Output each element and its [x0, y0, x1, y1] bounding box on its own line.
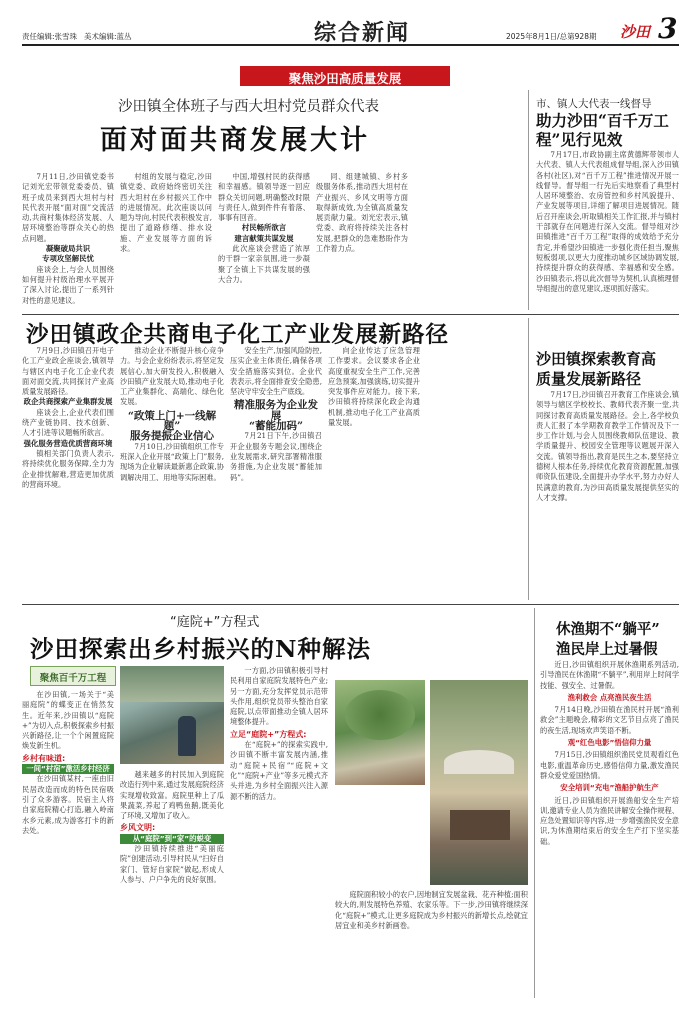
article3-col2 — [120, 770, 224, 996]
photo-village-scene — [430, 680, 528, 885]
article1-subhead2: 专项攻坚解民忧 — [42, 254, 94, 264]
art-editor-credit: 美术编辑:蓝丛 — [84, 32, 132, 41]
sidebar3-subhead2: 观“红色电影”悟信仰力量 — [567, 738, 652, 748]
article2-col3-text: 安全生产,加强风险防控,压实企业主体责任,确保各项安全措施落实到位。企业代表表示,将全面排查安全隐患,坚决守牢安全生产底线。 — [230, 346, 322, 397]
sidebar3-body — [540, 660, 679, 996]
article3-col1 — [22, 690, 114, 996]
sidebar1-headline-line2: 程”见行见效 — [536, 130, 623, 149]
sidebar3-body1-text: 近日,沙田镇组织开展休渔期系列活动,引导渔民在休渔期“不躺平”,利用岸上时间学技能、强安全、过暑假。 — [540, 660, 679, 690]
article3-col1b-text: 在沙田镇某村,一座由旧民居改造而成的特色民宿吸引了众多游客。民宿主人将自家庭院精心打造,融入岭南水乡元素,成为游客打卡的新去处。 — [22, 774, 114, 835]
issue-date: 2025年8月1日/总第928期 — [506, 32, 597, 41]
sidebar1-headline-line1: 助力沙田“百千万工 — [536, 111, 669, 130]
sidebar2-body-text: 7月17日,沙田镇召开教育工作座谈会,镇领导与辖区学校校长、教师代表齐聚一堂,共同探讨教育高质量发展路径。会上,各学校负责人汇报了本学期教育教学工作情况及下一步工作计划,与会人员围绕教师队伍建设、教学质量提升、校园安全管理等议题展开深入交流。镇领导指出,教育是民生之本,要坚持立德树人根本任务,持续优化教育资源配置,加强师资队伍建设,全面提升办学水平,努力办好人民满意的教育,为沙田高质量发展提供坚实的人才支撑。 — [536, 390, 679, 502]
article3-col2b-text: 沙田镇持续推进“美丽庭院”创建活动,引导村民从“扫好自家门、管好自家院”做起,形成人人参与、户户争先的良好氛围。 — [120, 844, 224, 884]
article1-kicker: 沙田镇全体班子与西大坦村党员群众代表 — [118, 99, 379, 115]
column-divider — [534, 608, 535, 998]
article1-subhead1: 凝聚破局共识 — [45, 244, 91, 254]
section-title: 综合新闻 — [314, 21, 411, 46]
masthead — [22, 14, 679, 48]
sidebar3-body4-text: 近日,沙田镇组织开展渔船安全生产培训,邀请专业人员为渔民讲解安全操作规程、应急处置知识等内容,进一步增强渔民安全意识,为休渔期结束后的安全生产打下坚实基础。 — [540, 795, 679, 846]
article3-headline: 沙田探索出乡村振兴的N种解法 — [30, 635, 371, 663]
article2-subhead4-line1: 精准服务为企业发展 — [234, 399, 318, 422]
article2-col1c-text: 镇相关部门负责人表示,将持续优化服务保障,全力为企业排忧解难,营造更加优质的营商环境。 — [22, 448, 114, 489]
article1-col2 — [120, 172, 212, 310]
article1-col1b-text: 座谈会上,与会人员围绕如何提升村级治理水平展开了深入讨论,提出了一系列针对性的意见建议。 — [22, 264, 114, 305]
article1-col3-text: 中国,增强村民的获得感和幸福感。镇领导逐一回应群众关切问题,明确整改时限与责任人,做到件件有着落、事事有回音。 — [218, 172, 310, 223]
banner-text: 聚焦沙田高质量发展 — [288, 71, 402, 86]
section-rule — [22, 604, 679, 605]
article2-col1b-text: 座谈会上,企业代表们围绕产业链协同、技术创新、人才引进等议题畅所欲言。 — [22, 407, 114, 438]
article3-col4-text: 庭院面积较小的农户,因地制宜发展盆栽、花卉种植;面积较大的,则发展特色养殖、农家乐等。下一步,沙田镇将继续深化“庭院+”模式,让更多庭院成为乡村振兴的新增长点,绘就宜居宜业和美乡村新画卷。 — [335, 890, 528, 930]
article2-col2 — [120, 346, 224, 598]
article1-subhead3: 村民畅所欲言 — [241, 223, 287, 233]
article2-col1-text: 7月9日,沙田镇召开电子化工产业政企座谈会,镇领导与辖区内电子化工企业代表面对面交流,共同探讨产业高质量发展路径。 — [22, 346, 114, 397]
article3-subhead2b: 从“庭院”到“家”的蜕变 — [120, 834, 224, 844]
article1-col4 — [316, 172, 408, 310]
topic-banner — [240, 66, 450, 86]
sidebar2-headline-line2: 质量发展新路径 — [536, 370, 642, 388]
article2-subhead2: 强化服务营造优质营商环境 — [23, 438, 113, 448]
article3-col1-text: 在沙田镇,一场关于“美丽庭院”的蝶变正在悄然发生。近年来,沙田镇以“庭院+”为切入点,积极探索乡村振兴新路径,让一个个闲置庭院焕发新生机。 — [22, 690, 114, 751]
article1-col3 — [218, 172, 310, 310]
article1-subhead4: 建言献策共谋发展 — [234, 233, 294, 243]
article1-col1 — [22, 172, 114, 310]
sidebar3-subhead3: 安全培训“充电”渔船护航生产 — [560, 783, 659, 793]
photo-table — [450, 810, 510, 840]
article2-subhead3-line1: “政策上门+一线解题” — [127, 409, 217, 433]
newspaper-logo: 沙田 — [620, 23, 651, 41]
article2-col2-text: 推动企业不断提升核心竞争力。与会企业纷纷表示,将坚定发展信心,加大研发投入,积极融入沙田镇产业发展大局,推动电子化工产业集群化、高端化、绿色化发展。 — [120, 346, 224, 407]
article3-subhead3: 立足“庭院+”方程式: — [230, 729, 307, 739]
photo-tree — [345, 690, 415, 740]
article3-kicker: “庭院+”方程式 — [170, 615, 260, 630]
sidebar3-body2-text: 7月14日晚,沙田镇在渔民村开展“渔利救会”主题晚会,精彩的文艺节目点亮了渔民的夜生活,现场欢声笑语不断。 — [540, 705, 679, 735]
column-divider — [528, 318, 529, 600]
article3-subhead1: 乡村有味道: — [22, 753, 66, 763]
article2-col4-text: 向企业传达了应急管理工作要求。会议要求各企业高度重视安全生产工作,完善应急预案,加强演练,切实提升突发事件应对能力。接下来,沙田镇将持续深化政企沟通机制,推动电子化工产业高质量发展。 — [328, 346, 420, 428]
article3-col3-text: 一方面,沙田镇积极引导村民利用自家庭院发展特色产业;另一方面,充分发挥党员示范带头作用,组织党员带头整治自家庭院,以点带面推动全镇人居环境整体提升。 — [230, 666, 328, 727]
article2-col3b-text: 7月21日下午,沙田镇召开企业服务专题会议,围绕企业发展需求,研究部署精准服务措施,为企业发展“蓄能加码”。 — [230, 431, 322, 482]
sidebar3-subhead1: 渔利救会 点亮渔民夜生活 — [567, 692, 652, 702]
sidebar3-headline-line1: 休渔期不“躺平” — [556, 621, 660, 638]
article3-col4 — [335, 890, 528, 996]
article1-col2-text: 村组的发展与稳定,沙田镇党委、政府始终密切关注西大坦村在乡村振兴工作中的进展情况。此次座谈以问题为导向,村民代表积极发言,提出了道路修缮、排水设施、产业发展等方面的诉求。 — [120, 172, 212, 254]
article3-subhead1b: 一间“村宿”激活乡村经济 — [22, 764, 114, 774]
article2-subhead3-line2: 服务提振企业信心 — [130, 430, 214, 443]
editor-credit: 责任编辑:张雪珠 — [22, 32, 78, 41]
page-number: 3 — [658, 12, 678, 45]
program-tag — [30, 666, 116, 686]
article1-col1-text: 7月11日,沙田镇党委书记刘光宏带领党委委员、镇班子成员来到西大坦村与村民代表开展“面对面”交流活动,共商村集体经济发展、人居环境整治等群众关心的热点问题。 — [22, 172, 114, 243]
program-tag-text: 聚焦百千万工程 — [39, 673, 107, 684]
article1-headline: 面对面共商发展大计 — [100, 125, 370, 156]
sidebar1-body-text: 7月17日,市政协副主席黄德辉带领市人大代表、镇人大代表组成督导组,深入沙田镇各村(社区),对“百千万工程”推进情况开展一线督导。督导组一行先后实地察看了典型村人居环境整治、农房管控和乡村风貌提升、产业发展等项目,详细了解项目进展情况。随后召开座谈会,听取镇相关工作汇报,并与镇村干部就存在问题进行深入交流。督导组对沙田镇推进“百千万工程”取得的成效给予充分肯定,并希望沙田镇进一步强化责任担当,聚焦短板弱项,以更大力度推动城乡区域协调发展,持续提升群众的获得感、幸福感和安全感。沙田镇表示,将以此次督导为契机,认真梳理督导组提出的意见建议,逐项抓好落实。 — [536, 150, 679, 293]
sidebar2-body — [536, 390, 679, 598]
photo-green-courtyard — [335, 680, 425, 785]
article3-subhead2: 乡风文明: — [120, 823, 156, 833]
article1-col3b-text: 此次座谈会营造了浓厚的干群一家亲氛围,进一步凝聚了全镇上下共谋发展的强大合力。 — [218, 244, 310, 284]
article2-col4 — [328, 346, 420, 598]
sidebar1-kicker: 市、镇人大代表一线督导 — [536, 98, 652, 110]
sidebar2-headline-line1: 沙田镇探索教育高 — [536, 350, 657, 368]
sidebar1-body — [536, 150, 679, 310]
article2-subhead1: 政企共商探索产业集群发展 — [23, 397, 113, 407]
masthead-rule — [22, 44, 679, 46]
article3-col2-text: 越来越多的村民加入到庭院改造行列中来,通过发展庭院经济实现增收致富。庭院里种上了瓜果蔬菜,养起了鸡鸭鱼鹅,既美化了环境,又增加了收入。 — [120, 770, 224, 821]
photo-figure — [178, 716, 196, 756]
article2-headline: 沙田镇政企共商电子化工产业发展新路径 — [26, 322, 450, 348]
article2-col1 — [22, 346, 114, 598]
photo-umbrella — [444, 750, 514, 774]
photo-courtyard-stall — [120, 666, 224, 764]
sidebar3-body3-text: 7月15日,沙田镇组织渔民党员观看红色电影,重温革命历史,感悟信仰力量,激发渔民群众爱党爱国热情。 — [540, 750, 679, 780]
column-divider — [528, 90, 529, 310]
article3-col3b-text: 在“庭院+”的探索实践中,沙田镇不断丰富发展内涵,推动“庭院+民宿”“庭院+文化”“庭院+产业”等多元模式齐头并进,为乡村全面振兴注入源源不断的活力。 — [230, 740, 328, 801]
article3-col3 — [230, 666, 328, 996]
article2-subhead4-line2: “蓄能加码” — [248, 420, 304, 433]
article2-col3 — [230, 346, 322, 598]
section-rule — [22, 314, 679, 315]
sidebar3-headline-line2: 渔民岸上过暑假 — [556, 641, 658, 658]
photo-canopy — [120, 666, 224, 702]
article1-col4-text: 同、组建城镇、乡村多级服务体系,推动西大坦村在产业振兴、乡风文明等方面取得新成效,为全镇高质量发展贡献力量。刘光宏表示,镇党委、政府将持续关注各村发展,把群众的急难愁盼作为工作着力点。 — [316, 172, 408, 254]
article2-col2b-text: 7月10日,沙田镇组织工作专班深入企业开展“政策上门”服务,现场为企业解读最新惠企政策,协调解决用工、用地等实际困难。 — [120, 441, 224, 482]
